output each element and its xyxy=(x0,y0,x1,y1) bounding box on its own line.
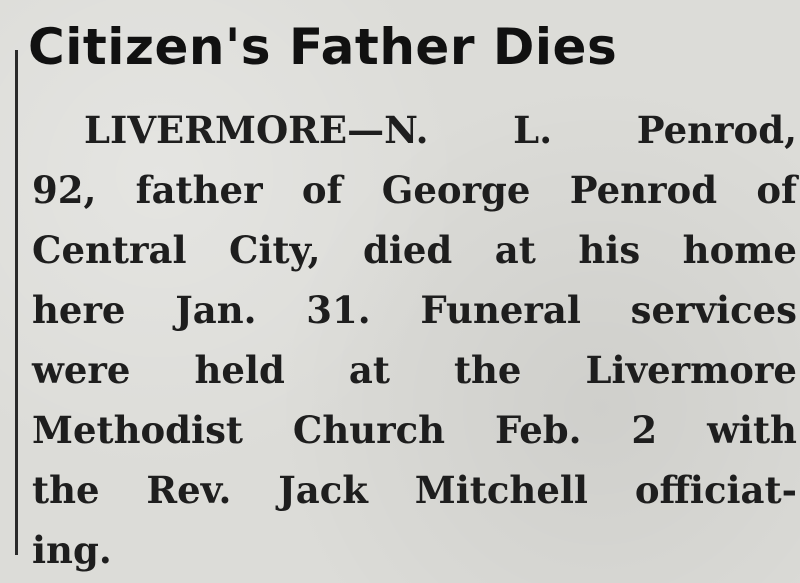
article-word: 2 xyxy=(631,408,658,452)
article-word: Penrod, xyxy=(636,108,797,152)
column-rule xyxy=(15,50,18,555)
article-word: City, xyxy=(229,228,321,272)
article-line xyxy=(32,220,797,280)
article-line xyxy=(32,400,797,460)
article-word: LIVERMORE—N. xyxy=(84,108,429,152)
article-line xyxy=(32,340,797,400)
article-word: L. xyxy=(513,108,553,152)
article-word: Jan. xyxy=(175,288,257,332)
article-word: at xyxy=(348,348,390,392)
article-word: services xyxy=(630,288,797,332)
article-word: at xyxy=(494,228,536,272)
article-word: Jack xyxy=(278,468,368,512)
article-word: 92, xyxy=(32,168,97,212)
article-line xyxy=(32,460,797,520)
article-word: George xyxy=(381,168,531,212)
article-word: home xyxy=(682,228,797,272)
article-word: Funeral xyxy=(420,288,581,332)
article-body xyxy=(32,100,797,580)
headline: Citizen's Father Dies xyxy=(28,18,618,76)
article-word: the xyxy=(32,468,100,512)
article-word: Feb. xyxy=(494,408,582,452)
article-word: Penrod xyxy=(569,168,718,212)
article-word: father xyxy=(135,168,263,212)
article-word: the xyxy=(453,348,522,392)
article-word: here xyxy=(32,288,126,332)
article-word: with xyxy=(707,408,797,452)
article-word: officiat- xyxy=(634,468,797,512)
article-word: died xyxy=(362,228,453,272)
article-word: Methodist xyxy=(32,408,244,452)
article-word: Church xyxy=(292,408,446,452)
article-word: of xyxy=(301,168,343,212)
article-word: of xyxy=(756,168,797,212)
article-line xyxy=(32,100,797,160)
article-word: held xyxy=(194,348,285,392)
article-line xyxy=(32,160,797,220)
article-word: Central xyxy=(32,228,187,272)
article-word: were xyxy=(32,348,131,392)
article-word: Rev. xyxy=(146,468,232,512)
article-word: 31. xyxy=(306,288,371,332)
article-word: Mitchell xyxy=(414,468,588,512)
article-line xyxy=(32,520,797,580)
article-word: his xyxy=(578,228,641,272)
article-word: ing. xyxy=(32,528,112,572)
article-word: Livermore xyxy=(585,348,797,392)
article-line xyxy=(32,280,797,340)
